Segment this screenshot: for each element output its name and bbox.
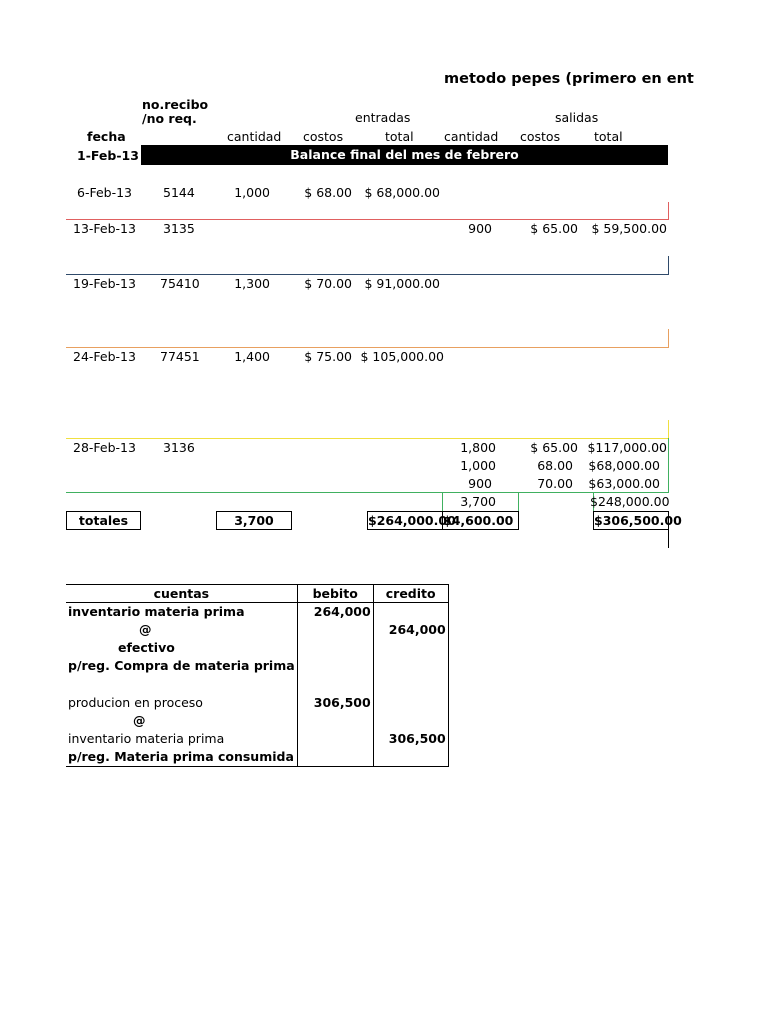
totals-in-total-cell	[367, 511, 456, 530]
journal-cuenta	[66, 675, 297, 693]
header-cantidad-in: cantidad	[227, 129, 282, 144]
page-title: metodo pepes (primero en ent	[444, 71, 694, 87]
journal-header-row	[66, 585, 448, 603]
header-salidas: salidas	[555, 110, 599, 125]
journal-row	[66, 603, 448, 621]
balance-banner-label: Balance final del mes de febrero	[290, 147, 519, 162]
subtotal-out-cantidad: 3,700	[460, 494, 496, 509]
journal-row	[66, 712, 448, 730]
header-total-out: total	[594, 129, 623, 144]
separator-line	[66, 438, 668, 439]
journal-debito	[297, 730, 373, 748]
journal-cuenta: inventario materia prima	[66, 603, 297, 621]
row-out-costo: 70.00	[537, 476, 573, 491]
totals-in-cantidad-cell	[216, 511, 292, 530]
journal-debito	[297, 712, 373, 730]
row-recibo: 3135	[163, 221, 195, 236]
journal-credito	[373, 603, 448, 621]
separator-line	[668, 202, 669, 220]
journal-credito: 306,500	[373, 730, 448, 748]
header-recibo-line2: /no req.	[142, 111, 197, 126]
journal-cuenta: inventario materia prima	[66, 730, 297, 748]
journal-credito: 264,000	[373, 621, 448, 639]
journal-row	[66, 694, 448, 712]
separator-line	[668, 529, 669, 548]
header-total-in: total	[385, 129, 414, 144]
row-in-costo: $ 70.00	[304, 276, 352, 291]
journal-debito	[297, 621, 373, 639]
totals-label-cell	[66, 511, 141, 530]
row-out-cantidad: 900	[468, 476, 492, 491]
separator-line	[668, 438, 669, 493]
row-fecha: 24-Feb-13	[73, 349, 136, 364]
totals-in-total: $264,000.00	[368, 513, 456, 528]
row-out-total: $ 59,500.00	[591, 221, 667, 236]
journal-cuenta: efectivo	[66, 639, 297, 657]
totals-label: totales	[78, 513, 129, 528]
journal-table	[66, 584, 449, 767]
row-fecha: 19-Feb-13	[73, 276, 136, 291]
subtotal-out-total: $248,000.00	[590, 494, 670, 509]
header-fecha: fecha	[87, 129, 126, 144]
row-fecha: 13-Feb-13	[73, 221, 136, 236]
separator-line	[66, 492, 668, 493]
balance-banner	[141, 145, 668, 165]
separator-line	[668, 420, 669, 439]
journal-cuenta: p/reg. Compra de materia prima	[66, 657, 297, 675]
journal-header-cuentas: cuentas	[66, 585, 297, 603]
row-in-total: $ 105,000.00	[360, 349, 444, 364]
row-in-costo: $ 75.00	[304, 349, 352, 364]
separator-line	[668, 256, 669, 275]
row-recibo: 5144	[163, 185, 195, 200]
row-out-costo: $ 65.00	[530, 440, 578, 455]
totals-out-cantidad: $4,600.00	[443, 513, 514, 528]
header-entradas: entradas	[355, 110, 411, 125]
journal-debito	[297, 675, 373, 693]
row-in-cantidad: 1,300	[234, 276, 270, 291]
journal-row	[66, 675, 448, 693]
row-out-costo: 68.00	[537, 458, 573, 473]
journal-credito	[373, 675, 448, 693]
header-costos-in: costos	[303, 129, 344, 144]
journal-cuenta: p/reg. Materia prima consumida	[66, 748, 297, 766]
journal-row	[66, 621, 448, 639]
header-cantidad-out: cantidad	[444, 129, 499, 144]
row-in-cantidad: 1,400	[234, 349, 270, 364]
journal-debito: 306,500	[297, 694, 373, 712]
totals-out-cantidad-cell	[442, 511, 519, 530]
journal-debito	[297, 748, 373, 766]
journal-credito	[373, 639, 448, 657]
row-out-cantidad: 900	[468, 221, 492, 236]
row-recibo: 77451	[160, 349, 200, 364]
row-out-costo: $ 65.00	[530, 221, 578, 236]
journal-credito	[373, 657, 448, 675]
separator-line	[668, 329, 669, 348]
row-out-cantidad: 1,800	[460, 440, 496, 455]
journal-header-credito: credito	[373, 585, 448, 603]
totals-out-total: $306,500.00	[594, 513, 682, 528]
row-recibo: 75410	[160, 276, 200, 291]
row-in-total: $ 68,000.00	[364, 185, 440, 200]
header-recibo-line1: no.recibo	[142, 97, 209, 112]
row-out-total: $63,000.00	[588, 476, 660, 491]
row-fecha: 6-Feb-13	[77, 185, 133, 200]
journal-debito	[297, 639, 373, 657]
row-in-costo: $ 68.00	[304, 185, 352, 200]
separator-line	[66, 347, 668, 348]
totals-in-cantidad: 3,700	[234, 513, 274, 528]
row-in-cantidad: 1,000	[234, 185, 270, 200]
journal-row	[66, 748, 448, 766]
row-out-total: $117,000.00	[587, 440, 667, 455]
balance-date: 1-Feb-13	[77, 148, 139, 163]
separator-line	[66, 274, 668, 275]
row-recibo: 3136	[163, 440, 195, 455]
journal-row	[66, 639, 448, 657]
journal-credito	[373, 748, 448, 766]
journal-row	[66, 730, 448, 748]
totals-out-total-cell	[593, 511, 682, 530]
journal-cuenta: @	[66, 621, 297, 639]
journal-row	[66, 657, 448, 675]
row-in-total: $ 91,000.00	[364, 276, 440, 291]
row-out-cantidad: 1,000	[460, 458, 496, 473]
separator-line	[518, 492, 519, 511]
journal-credito	[373, 712, 448, 730]
journal-header-debito: bebito	[297, 585, 373, 603]
journal-cuenta: producion en proceso	[66, 694, 297, 712]
journal-debito: 264,000	[297, 603, 373, 621]
separator-line	[66, 219, 668, 220]
row-out-total: $68,000.00	[588, 458, 660, 473]
journal-credito	[373, 694, 448, 712]
header-costos-out: costos	[520, 129, 561, 144]
journal-cuenta: @	[66, 712, 297, 730]
journal-debito	[297, 657, 373, 675]
row-fecha: 28-Feb-13	[73, 440, 136, 455]
